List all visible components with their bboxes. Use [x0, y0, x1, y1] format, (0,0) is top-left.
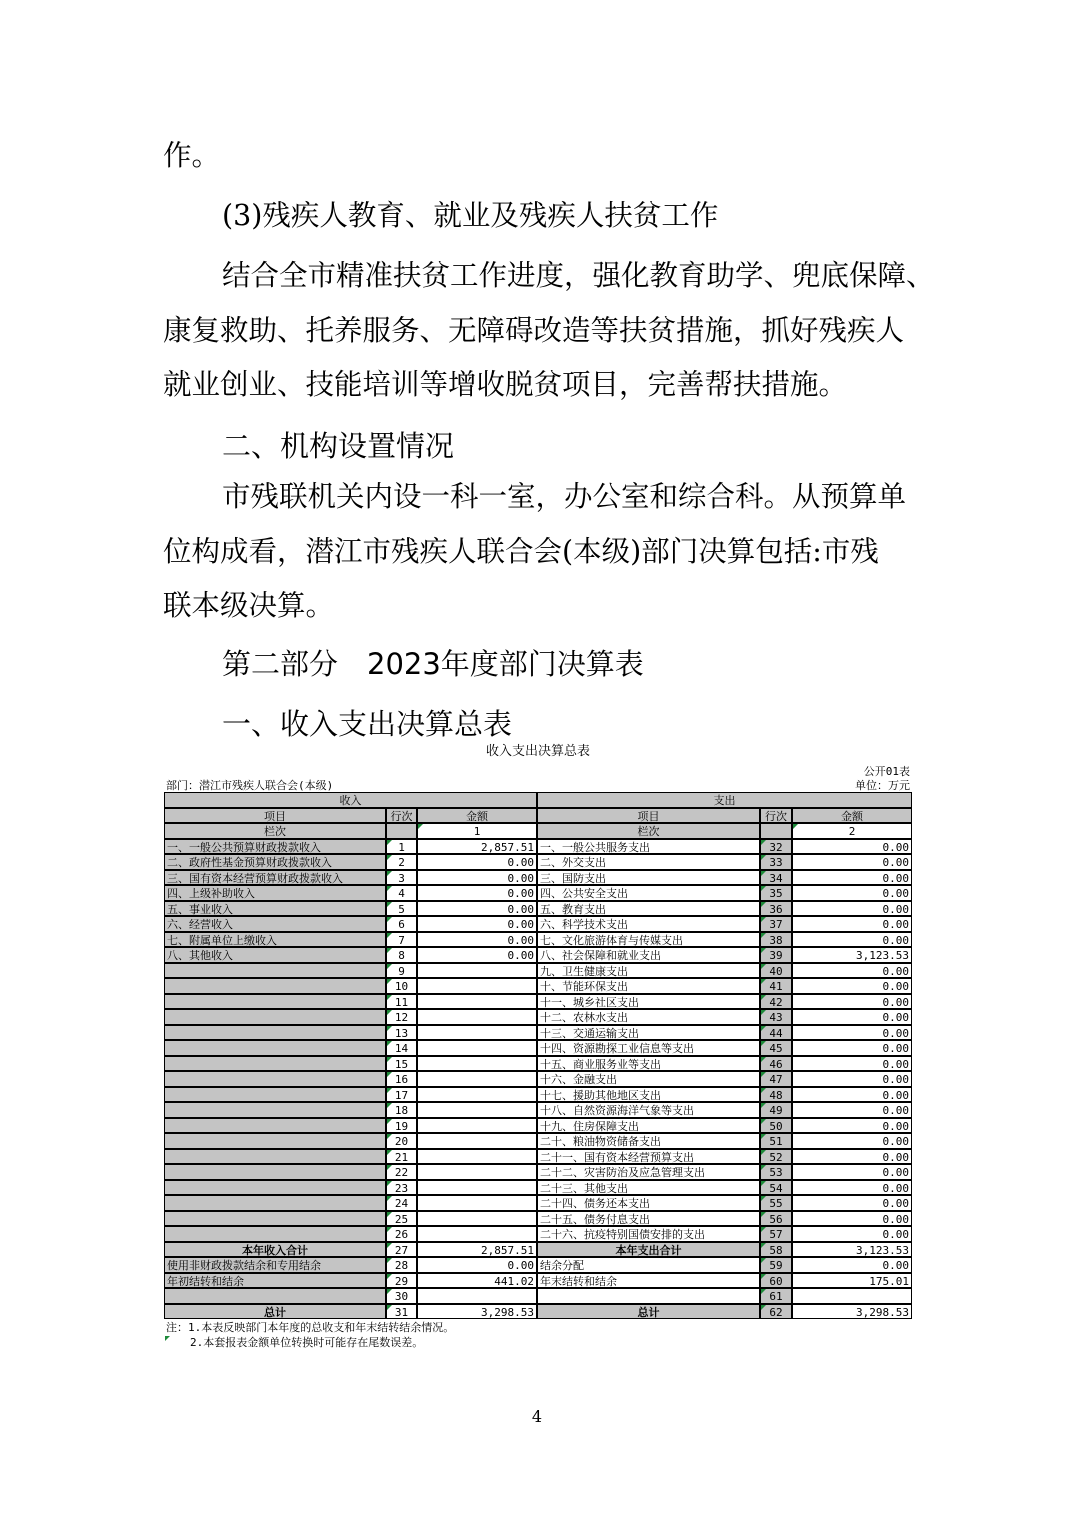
expense-amount: 0.00: [792, 854, 912, 870]
expense-amount: 0.00: [792, 1102, 912, 1118]
income-item: [164, 1025, 386, 1041]
cell-indicator-icon: [387, 1072, 392, 1077]
col-item-header: 项目: [164, 808, 386, 824]
cell-indicator-icon: [387, 1243, 392, 1248]
cell-indicator-icon: [761, 1212, 766, 1217]
expense-row-number: 54: [760, 1180, 792, 1196]
expense-item: 八、社会保障和就业支出: [537, 947, 760, 963]
expense-amount: 0.00: [792, 1133, 912, 1149]
expense-row-number: 41: [760, 978, 792, 994]
income-row-number: 23: [386, 1180, 417, 1196]
cell-indicator-icon: [387, 995, 392, 1000]
cell-indicator-icon: [387, 979, 392, 984]
cell-indicator-icon: [761, 1150, 766, 1155]
cell-indicator-icon: [387, 1305, 392, 1310]
income-amount: [417, 1102, 537, 1118]
income-row-number: 9: [386, 963, 417, 979]
income-row-number: 12: [386, 1009, 417, 1025]
income-row-number: 30: [386, 1288, 417, 1304]
expense-row-number: 37: [760, 916, 792, 932]
expense-row-number: 38: [760, 932, 792, 948]
expense-item: 二十二、灾害防治及应急管理支出: [537, 1164, 760, 1180]
expense-item: 七、文化旅游体育与传媒支出: [537, 932, 760, 948]
expense-item: 十二、农林水支出: [537, 1009, 760, 1025]
expense-item: 三、国防支出: [537, 870, 760, 886]
expense-row-number: 59: [760, 1257, 792, 1273]
income-amount: 2,857.51: [417, 1242, 537, 1258]
income-item: [164, 963, 386, 979]
table-heading: 一、收入支出决算总表: [222, 707, 513, 741]
cell-indicator-icon: [387, 902, 392, 907]
expense-item: 总计: [537, 1304, 760, 1320]
expense-item: 十七、援助其他地区支出: [537, 1087, 760, 1103]
cell-indicator-icon: [387, 1227, 392, 1232]
expense-row-number: 47: [760, 1071, 792, 1087]
cell-indicator-icon: [761, 1134, 766, 1139]
income-amount: 0.00: [417, 885, 537, 901]
paragraph-line: 就业创业、技能培训等增收脱贫项目，完善帮扶措施。: [163, 368, 848, 401]
income-amount: [417, 1133, 537, 1149]
income-amount: 0.00: [417, 947, 537, 963]
cell-indicator-icon: [387, 1181, 392, 1186]
income-expense-table: [164, 740, 912, 1352]
col-lanci-blank: [386, 823, 417, 839]
income-row-number: 14: [386, 1040, 417, 1056]
col-row-header: 行次: [386, 808, 417, 824]
income-item: 总计: [164, 1304, 386, 1320]
income-row-number: 7: [386, 932, 417, 948]
expense-item: 十九、住房保障支出: [537, 1118, 760, 1134]
cell-indicator-icon: [387, 840, 392, 845]
income-item: [164, 1180, 386, 1196]
cell-indicator-icon: [761, 979, 766, 984]
cell-indicator-icon: [761, 1258, 766, 1263]
expense-amount: 0.00: [792, 1211, 912, 1227]
col-lanci: 栏次: [164, 823, 386, 839]
income-row-number: 28: [386, 1257, 417, 1273]
cell-indicator-icon: [387, 1134, 392, 1139]
expense-row-number: 49: [760, 1102, 792, 1118]
expense-row-number: 45: [760, 1040, 792, 1056]
income-row-number: 1: [386, 839, 417, 855]
cell-indicator-icon: [387, 1119, 392, 1124]
cell-indicator-icon: [387, 871, 392, 876]
col-lanci: 栏次: [537, 823, 760, 839]
cell-indicator-icon: [387, 1057, 392, 1062]
expense-item: 九、卫生健康支出: [537, 963, 760, 979]
page-number: 4: [531, 1407, 543, 1426]
expense-amount: 0.00: [792, 1226, 912, 1242]
cell-indicator-icon: [761, 1196, 766, 1201]
expense-amount: 0.00: [792, 963, 912, 979]
income-item: 一、一般公共预算财政拨款收入: [164, 839, 386, 855]
expense-item: 二十五、债务付息支出: [537, 1211, 760, 1227]
income-amount: 3,298.53: [417, 1304, 537, 1320]
table-title: 收入支出决算总表: [164, 742, 912, 762]
expense-item: [537, 1288, 760, 1304]
paragraph-line: 结合全市精准扶贫工作进度，强化教育助学、兜底保障、: [222, 259, 935, 292]
income-item: 二、政府性基金预算财政拨款收入: [164, 854, 386, 870]
expense-amount: 0.00: [792, 1025, 912, 1041]
table-code: 公开01表: [760, 764, 912, 778]
income-row-number: 6: [386, 916, 417, 932]
expense-amount: 0.00: [792, 1257, 912, 1273]
expense-row-number: 46: [760, 1056, 792, 1072]
income-amount: [417, 1180, 537, 1196]
income-row-number: 18: [386, 1102, 417, 1118]
income-row-number: 20: [386, 1133, 417, 1149]
income-item: [164, 1164, 386, 1180]
cell-indicator-icon: [761, 1243, 766, 1248]
cell-indicator-icon: [761, 995, 766, 1000]
cell-indicator-icon: [387, 964, 392, 969]
expense-amount: [792, 1288, 912, 1304]
income-row-number: 11: [386, 994, 417, 1010]
income-row-number: 22: [386, 1164, 417, 1180]
expense-item: 本年支出合计: [537, 1242, 760, 1258]
expense-amount: 0.00: [792, 1056, 912, 1072]
expense-item: 五、教育支出: [537, 901, 760, 917]
income-item: 本年收入合计: [164, 1242, 386, 1258]
expense-item: 十八、自然资源海洋气象等支出: [537, 1102, 760, 1118]
income-item: [164, 1118, 386, 1134]
expense-amount: 0.00: [792, 1149, 912, 1165]
expense-item: 十、节能环保支出: [537, 978, 760, 994]
income-amount: 0.00: [417, 1257, 537, 1273]
income-item: [164, 1211, 386, 1227]
cell-indicator-icon: [387, 1150, 392, 1155]
expense-row-number: 36: [760, 901, 792, 917]
col-number: 2: [792, 823, 912, 839]
expense-item: 十四、资源勘探工业信息等支出: [537, 1040, 760, 1056]
income-item: [164, 1009, 386, 1025]
income-amount: 0.00: [417, 901, 537, 917]
cell-indicator-icon: [761, 1274, 766, 1279]
expense-row-number: 52: [760, 1149, 792, 1165]
income-row-number: 4: [386, 885, 417, 901]
income-amount: [417, 1149, 537, 1165]
cell-indicator-icon: [761, 1227, 766, 1232]
col-amount-header: 金额: [417, 808, 537, 824]
income-amount: [417, 978, 537, 994]
paragraph-line: 康复救助、托养服务、无障碍改造等扶贫措施，抓好残疾人: [163, 314, 905, 347]
cell-indicator-icon: [387, 1274, 392, 1279]
expense-row-number: 40: [760, 963, 792, 979]
cell-indicator-icon: [387, 948, 392, 953]
expense-amount: 0.00: [792, 870, 912, 886]
col-number: 1: [417, 823, 537, 839]
income-amount: [417, 1025, 537, 1041]
cell-indicator-icon: [761, 840, 766, 845]
cell-indicator-icon: [761, 1289, 766, 1294]
expense-item: 二十一、国有资本经营预算支出: [537, 1149, 760, 1165]
income-item: 使用非财政拨款结余和专用结余: [164, 1257, 386, 1273]
part-heading: 第二部分 2023年度部门决算表: [222, 647, 644, 681]
expense-row-number: 60: [760, 1273, 792, 1289]
expense-item: 年末结转和结余: [537, 1273, 760, 1289]
expense-row-number: 56: [760, 1211, 792, 1227]
income-item: 五、事业收入: [164, 901, 386, 917]
income-amount: [417, 994, 537, 1010]
income-row-number: 26: [386, 1226, 417, 1242]
expense-item: 二十三、其他支出: [537, 1180, 760, 1196]
expense-item: 十一、城乡社区支出: [537, 994, 760, 1010]
income-row-number: 2: [386, 854, 417, 870]
expense-amount: 0.00: [792, 932, 912, 948]
expense-row-number: 48: [760, 1087, 792, 1103]
cell-indicator-icon: [761, 871, 766, 876]
income-amount: 2,857.51: [417, 839, 537, 855]
income-amount: 441.02: [417, 1273, 537, 1289]
income-item: [164, 1056, 386, 1072]
cell-indicator-icon: [761, 1103, 766, 1108]
cell-indicator-icon: [761, 1088, 766, 1093]
expense-row-number: 33: [760, 854, 792, 870]
expense-item: 六、科学技术支出: [537, 916, 760, 932]
income-row-number: 16: [386, 1071, 417, 1087]
expense-amount: 0.00: [792, 1118, 912, 1134]
income-row-number: 31: [386, 1304, 417, 1320]
expense-row-number: 35: [760, 885, 792, 901]
table-note-2: 2.本套报表金额单位转换时可能存在尾数误差。: [164, 1335, 912, 1350]
income-amount: [417, 963, 537, 979]
expense-header: 支出: [537, 792, 912, 808]
cell-indicator-icon: [761, 1119, 766, 1124]
income-item: [164, 994, 386, 1010]
col-item-header: 项目: [537, 808, 760, 824]
income-item: 四、上级补助收入: [164, 885, 386, 901]
income-row-number: 24: [386, 1195, 417, 1211]
col-lanci-blank: [760, 823, 792, 839]
expense-amount: 3,298.53: [792, 1304, 912, 1320]
expense-amount: 0.00: [792, 901, 912, 917]
cell-indicator-icon: [387, 1041, 392, 1046]
income-row-number: 29: [386, 1273, 417, 1289]
expense-amount: 175.01: [792, 1273, 912, 1289]
income-amount: [417, 1195, 537, 1211]
subsection-title: (3)残疾人教育、就业及残疾人扶贫工作: [222, 199, 719, 232]
expense-amount: 0.00: [792, 885, 912, 901]
income-item: [164, 1040, 386, 1056]
income-amount: 0.00: [417, 932, 537, 948]
income-amount: [417, 1040, 537, 1056]
expense-amount: 0.00: [792, 1009, 912, 1025]
expense-item: 一、一般公共服务支出: [537, 839, 760, 855]
income-item: [164, 1087, 386, 1103]
income-row-number: 8: [386, 947, 417, 963]
income-amount: [417, 1226, 537, 1242]
expense-item: 四、公共安全支出: [537, 885, 760, 901]
income-row-number: 13: [386, 1025, 417, 1041]
cell-indicator-icon: [387, 1258, 392, 1263]
income-row-number: 15: [386, 1056, 417, 1072]
income-amount: 0.00: [417, 870, 537, 886]
cell-indicator-icon: [387, 886, 392, 891]
income-item: 六、经营收入: [164, 916, 386, 932]
income-amount: [417, 1071, 537, 1087]
cell-indicator-icon: [761, 1305, 766, 1310]
expense-item: 十三、交通运输支出: [537, 1025, 760, 1041]
paragraph-line: 市残联机关内设一科一室，办公室和综合科。从预算单: [222, 480, 907, 513]
income-amount: [417, 1056, 537, 1072]
expense-amount: 0.00: [792, 1195, 912, 1211]
table-note-1: 注：1.本表反映部门本年度的总收支和年末结转结余情况。: [164, 1320, 912, 1335]
expense-row-number: 53: [760, 1164, 792, 1180]
income-amount: [417, 1288, 537, 1304]
cell-indicator-icon: [761, 933, 766, 938]
income-item: 八、其他收入: [164, 947, 386, 963]
expense-row-number: 51: [760, 1133, 792, 1149]
cell-indicator-icon: [165, 1336, 170, 1341]
cell-indicator-icon: [761, 948, 766, 953]
cell-indicator-icon: [761, 902, 766, 907]
cell-indicator-icon: [761, 964, 766, 969]
income-row-number: 25: [386, 1211, 417, 1227]
col-row-header: 行次: [760, 808, 792, 824]
paragraph-line: 位构成看，潜江市残疾人联合会(本级)部门决算包括:市残: [163, 535, 879, 568]
income-item: [164, 1226, 386, 1242]
income-item: 七、附属单位上缴收入: [164, 932, 386, 948]
cell-indicator-icon: [387, 1289, 392, 1294]
cell-indicator-icon: [387, 855, 392, 860]
expense-row-number: 58: [760, 1242, 792, 1258]
income-row-number: 21: [386, 1149, 417, 1165]
income-row-number: 17: [386, 1087, 417, 1103]
income-amount: [417, 1211, 537, 1227]
expense-amount: 3,123.53: [792, 1242, 912, 1258]
income-row-number: 5: [386, 901, 417, 917]
cell-indicator-icon: [387, 1088, 392, 1093]
expense-row-number: 39: [760, 947, 792, 963]
cell-indicator-icon: [793, 824, 798, 829]
cell-indicator-icon: [387, 1010, 392, 1015]
expense-row-number: 34: [760, 870, 792, 886]
expense-item: 十五、商业服务业等支出: [537, 1056, 760, 1072]
income-amount: 0.00: [417, 916, 537, 932]
income-item: [164, 1288, 386, 1304]
income-item: [164, 978, 386, 994]
expense-item: 十六、金融支出: [537, 1071, 760, 1087]
cell-indicator-icon: [761, 1072, 766, 1077]
expense-amount: 0.00: [792, 994, 912, 1010]
cell-indicator-icon: [761, 1057, 766, 1062]
expense-row-number: 32: [760, 839, 792, 855]
expense-amount: 0.00: [792, 1180, 912, 1196]
income-item: [164, 1102, 386, 1118]
income-item: [164, 1149, 386, 1165]
income-row-number: 19: [386, 1118, 417, 1134]
income-amount: [417, 1009, 537, 1025]
expense-item: 二十六、抗疫特别国债安排的支出: [537, 1226, 760, 1242]
expense-item: 结余分配: [537, 1257, 760, 1273]
income-item: [164, 1195, 386, 1211]
expense-row-number: 55: [760, 1195, 792, 1211]
expense-amount: 0.00: [792, 916, 912, 932]
income-item: [164, 1133, 386, 1149]
cell-indicator-icon: [387, 1026, 392, 1031]
income-row-number: 27: [386, 1242, 417, 1258]
expense-row-number: 44: [760, 1025, 792, 1041]
expense-row-number: 61: [760, 1288, 792, 1304]
expense-row-number: 42: [760, 994, 792, 1010]
section-heading: 二、机构设置情况: [222, 429, 455, 463]
cell-indicator-icon: [761, 917, 766, 922]
expense-amount: 0.00: [792, 1087, 912, 1103]
expense-row-number: 62: [760, 1304, 792, 1320]
unit-label: 单位：万元: [760, 778, 912, 792]
cell-indicator-icon: [387, 1165, 392, 1170]
income-item: [164, 1071, 386, 1087]
expense-amount: 0.00: [792, 1040, 912, 1056]
income-amount: 0.00: [417, 854, 537, 870]
income-row-number: 3: [386, 870, 417, 886]
income-row-number: 10: [386, 978, 417, 994]
cell-indicator-icon: [761, 886, 766, 891]
expense-item: 二十四、债务还本支出: [537, 1195, 760, 1211]
cell-indicator-icon: [761, 1165, 766, 1170]
income-header: 收入: [164, 792, 537, 808]
cell-indicator-icon: [761, 855, 766, 860]
expense-amount: 0.00: [792, 1071, 912, 1087]
cell-indicator-icon: [387, 933, 392, 938]
paragraph-end: 作。: [163, 139, 221, 172]
expense-row-number: 43: [760, 1009, 792, 1025]
income-amount: [417, 1118, 537, 1134]
expense-row-number: 57: [760, 1226, 792, 1242]
cell-indicator-icon: [418, 824, 423, 829]
cell-indicator-icon: [761, 1041, 766, 1046]
cell-indicator-icon: [387, 1103, 392, 1108]
cell-indicator-icon: [761, 1026, 766, 1031]
income-item: 年初结转和结余: [164, 1273, 386, 1289]
income-amount: [417, 1164, 537, 1180]
expense-row-number: 50: [760, 1118, 792, 1134]
expense-item: 二、外交支出: [537, 854, 760, 870]
income-amount: [417, 1087, 537, 1103]
income-item: 三、国有资本经营预算财政拨款收入: [164, 870, 386, 886]
paragraph-line: 联本级决算。: [163, 589, 335, 622]
department-label: 部门：潜江市残疾人联合会(本级): [164, 778, 760, 792]
cell-indicator-icon: [761, 1181, 766, 1186]
expense-amount: 3,123.53: [792, 947, 912, 963]
cell-indicator-icon: [387, 1196, 392, 1201]
cell-indicator-icon: [387, 1212, 392, 1217]
col-amount-header: 金额: [792, 808, 912, 824]
expense-amount: 0.00: [792, 978, 912, 994]
cell-indicator-icon: [761, 1010, 766, 1015]
cell-indicator-icon: [387, 917, 392, 922]
expense-amount: 0.00: [792, 1164, 912, 1180]
expense-amount: 0.00: [792, 839, 912, 855]
expense-item: 二十、粮油物资储备支出: [537, 1133, 760, 1149]
